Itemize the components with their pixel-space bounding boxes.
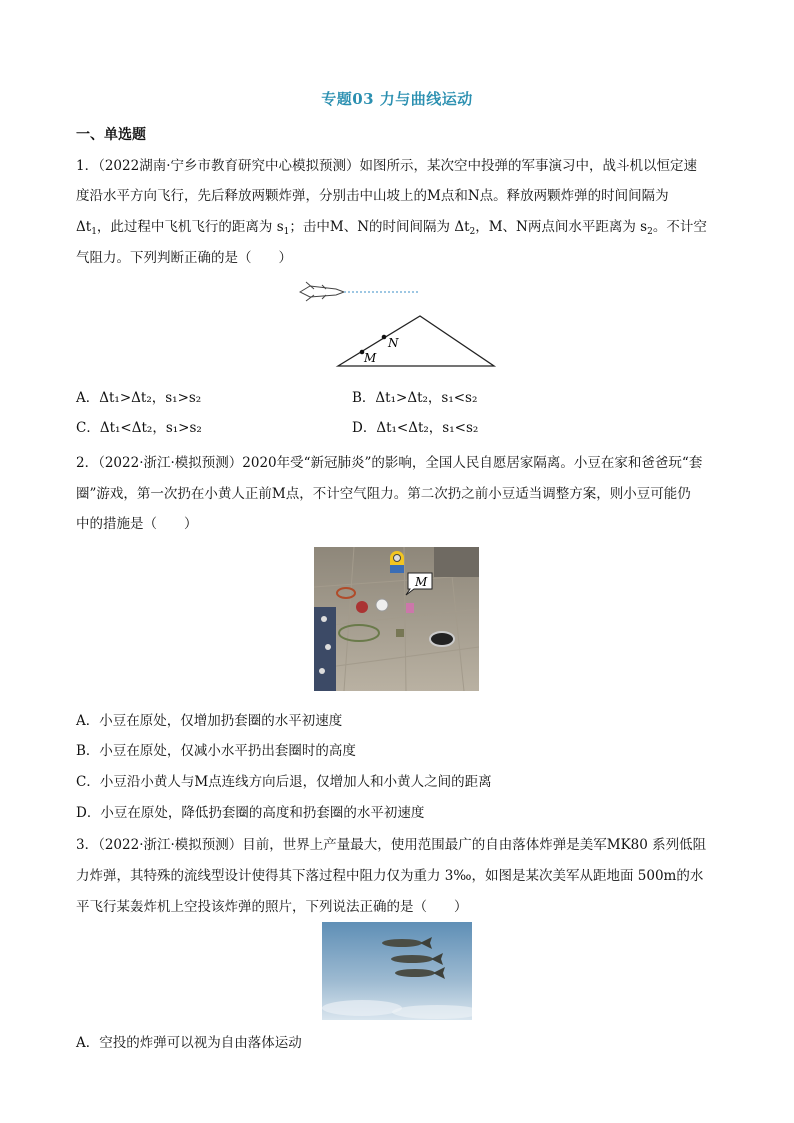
section-heading: 一、单选题 (76, 127, 146, 143)
q1-text-line-1: 1．（2022湖南·宁乡市教育研究中心模拟预测）如图所示，某次空中投弹的军事演习中，战斗机以恒定速 (76, 158, 697, 174)
q1-option-a[interactable]: A．Δt₁>Δt₂，s₁>s₂ (76, 390, 202, 406)
q3-text-line-1: 3．（2022·浙江·模拟预测）目前，世界上产量最大，使用范围最广的自由落体炸弹是美军MK80 系列低阻 (76, 837, 707, 853)
q2-option-a[interactable]: A．小豆在原处，仅增加扔套圈的水平初速度 (76, 713, 343, 729)
q1-option-d[interactable]: D．Δt₁<Δt₂，s₁<s₂ (352, 420, 479, 436)
q2-photo (314, 547, 479, 691)
q2-text-line-2: 圈”游戏，第一次扔在小黄人正前M点，不计空气阻力。第二次扔之前小豆适当调整方案，则小豆可能仍 (76, 486, 691, 502)
label-m: M (364, 351, 377, 365)
q2-option-c[interactable]: C．小豆沿小黄人与M点连线方向后退，仅增加人和小黄人之间的距离 (76, 774, 492, 790)
q2-option-d[interactable]: D．小豆在原处，降低扔套圈的高度和扔套圈的水平初速度 (76, 805, 425, 821)
q2-text-line-1: 2．（2022·浙江·模拟预测）2020年受“新冠肺炎”的影响，全国人民自愿居家隔离。小豆在家和爸爸玩“套 (76, 455, 703, 471)
q2-text-line-3: 中的措施是（ ） (76, 516, 198, 532)
q1-text-line-3: $\Delta t_1$，此过程中飞机飞行的距离为 $s_1$；击中M、N的时间间隔为 $\Delta t_2$，M、N两点间水平距离为 $s_2$。不计空 (76, 219, 707, 237)
page-title: 专题03 力与曲线运动 (321, 90, 473, 108)
q3-text-line-3: 平飞行某轰炸机上空投该炸弹的照片，下列说法正确的是（ ） (76, 899, 468, 915)
minion-toy-icon (390, 551, 404, 573)
q3-text-line-2: 力炸弹，其特殊的流线型设计使得其下落过程中阻力仅为重力 3‰，如图是某次美军从距地面 500m的水 (76, 868, 704, 884)
q3-photo (322, 922, 472, 1020)
hill-triangle (338, 316, 494, 366)
q1-text-line-2: 度沿水平方向飞行，先后释放两颗炸弹，分别击中山坡上的M点和N点。释放两颗炸弹的时间间隔为 (76, 188, 669, 204)
q1-text-line-4: 气阻力。下列判断正确的是（ ） (76, 250, 292, 266)
q1-option-b[interactable]: B．Δt₁>Δt₂，s₁<s₂ (352, 390, 478, 406)
jet-icon (300, 282, 344, 301)
q3-option-a[interactable]: A．空投的炸弹可以视为自由落体运动 (76, 1035, 302, 1051)
point-n-marker (382, 335, 387, 340)
label-n: N (388, 336, 399, 350)
q1-figure (296, 280, 498, 372)
q1-option-c[interactable]: C．Δt₁<Δt₂，s₁>s₂ (76, 420, 202, 436)
q2-option-b[interactable]: B．小豆在原处，仅减小水平扔出套圈时的高度 (76, 743, 356, 759)
photo-label-m: M (415, 575, 428, 589)
